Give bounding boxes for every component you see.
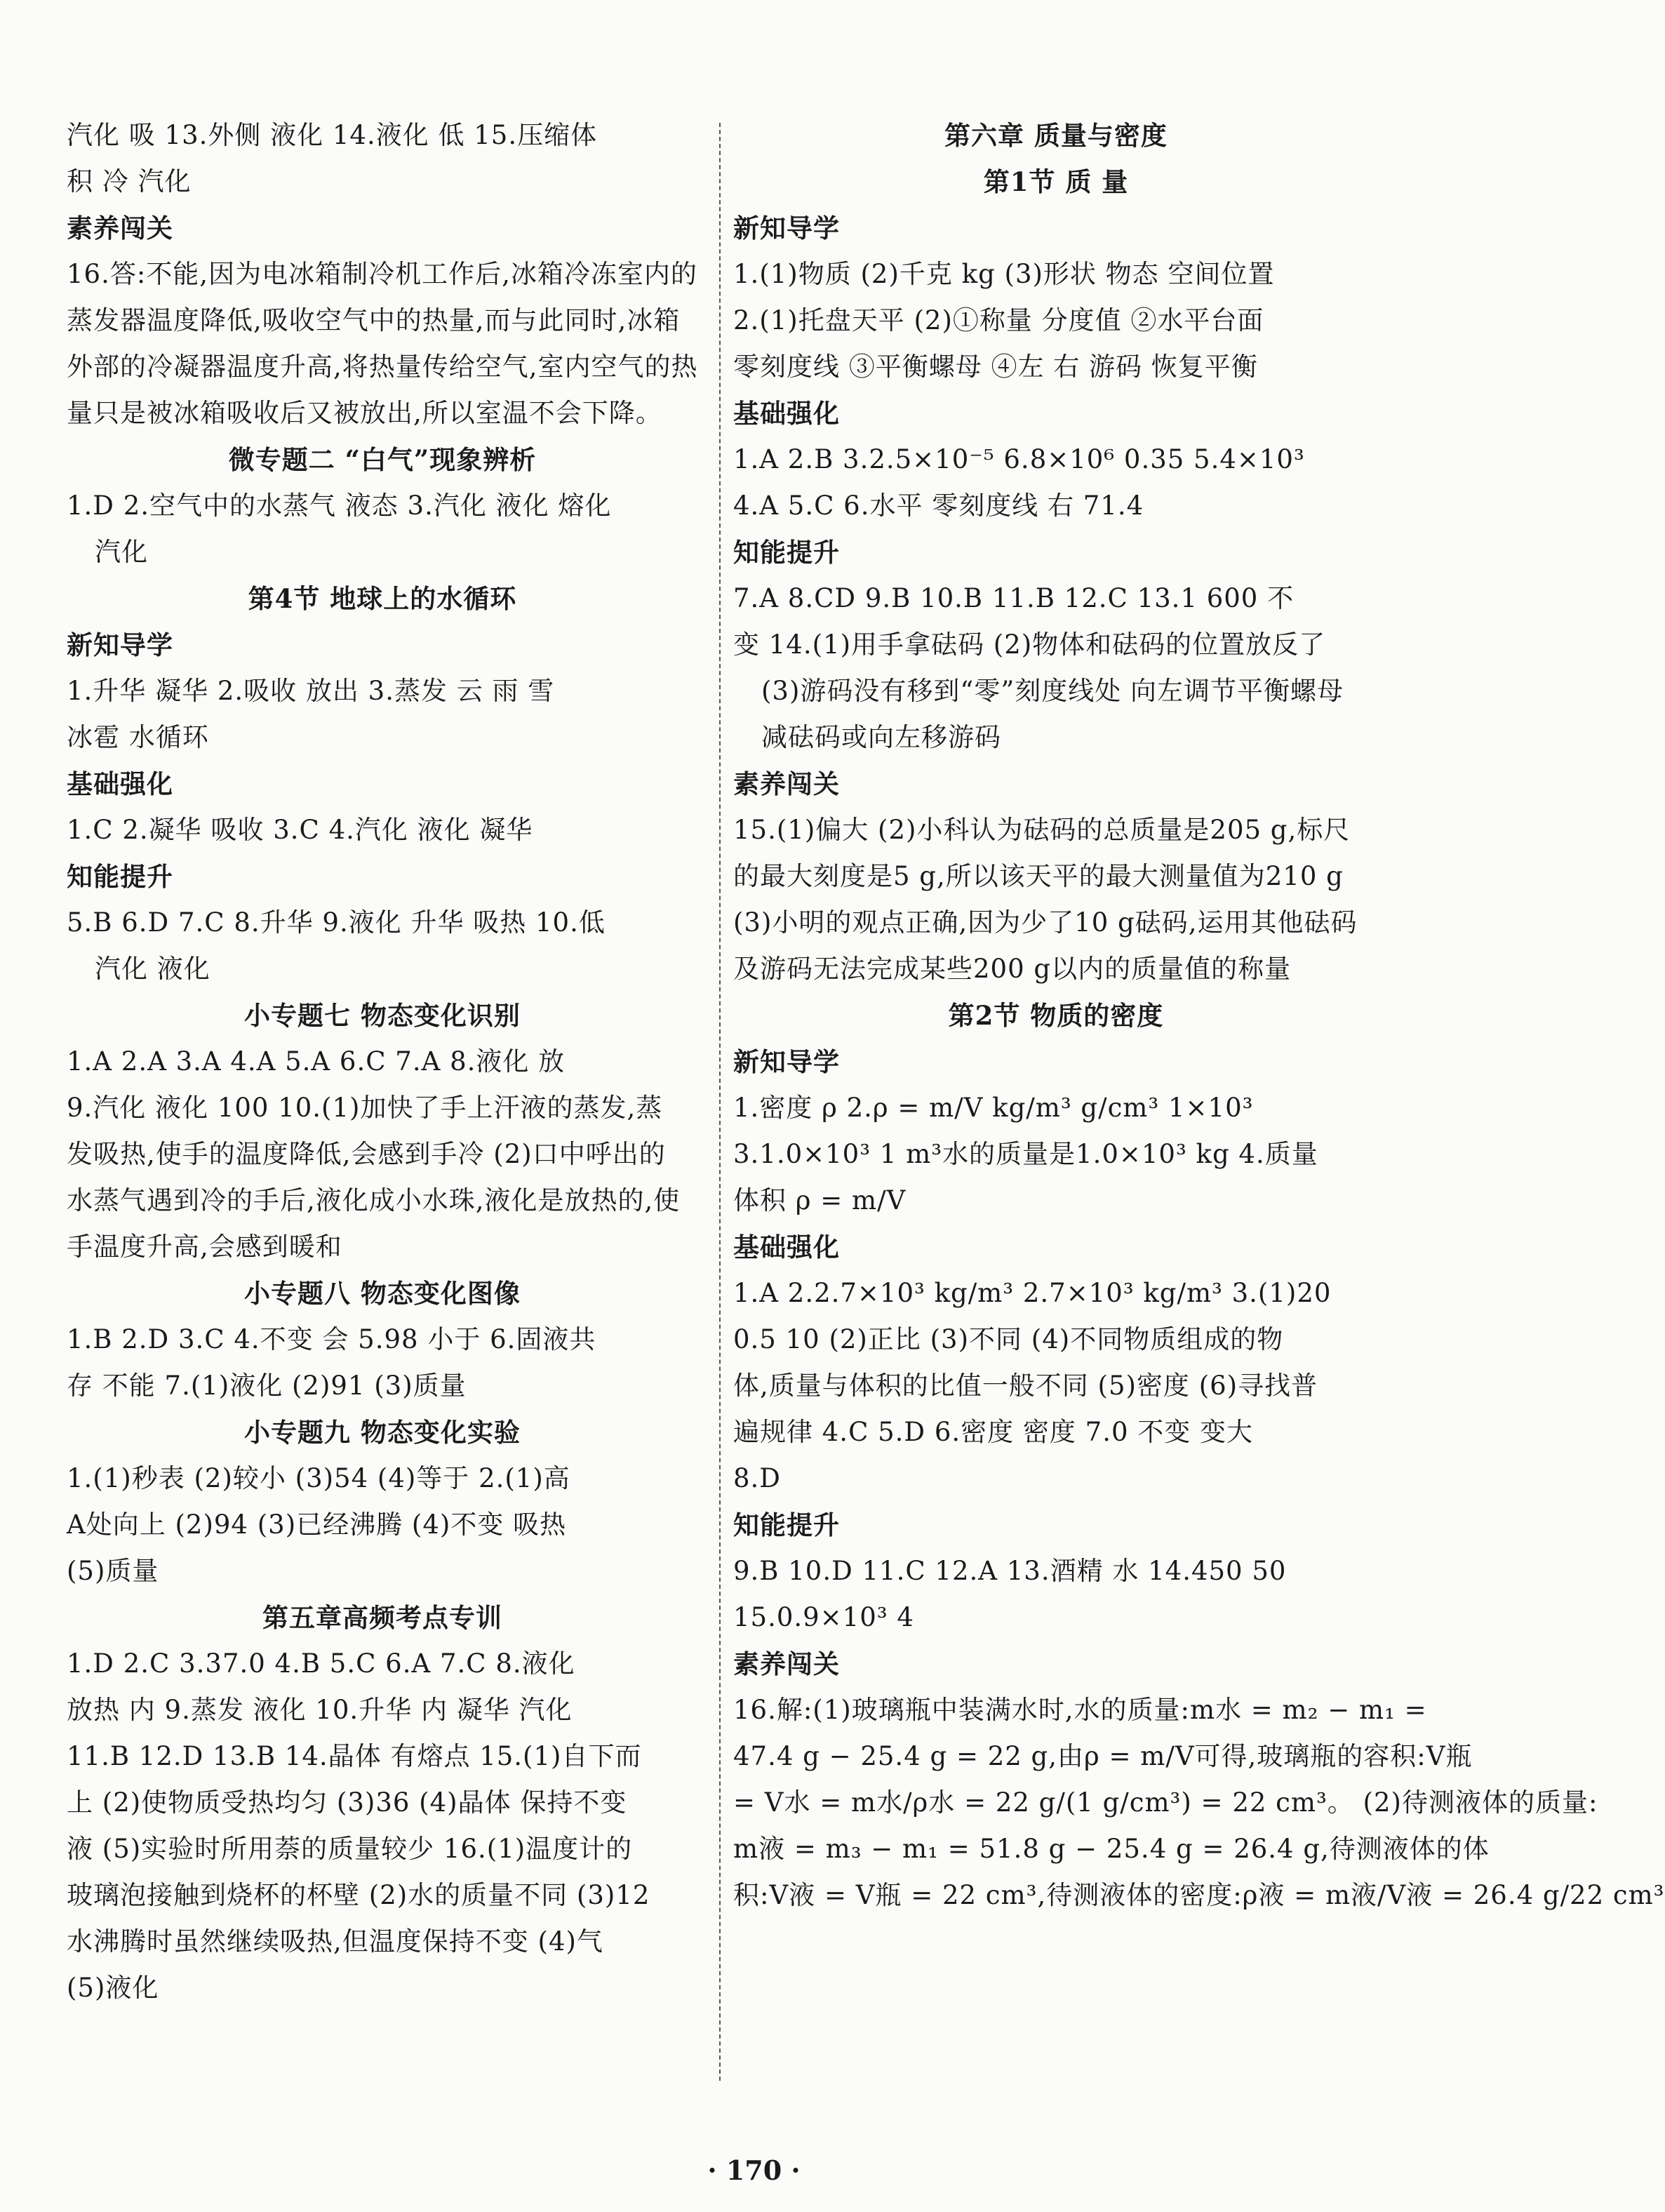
answer-line: 存 不能 7.(1)液化 (2)91 (3)质量 xyxy=(67,1371,467,1401)
answer-line: 16.答:不能,因为电冰箱制冷机工作后,冰箱冷冻室内的 xyxy=(67,259,697,289)
answer-line: 16.解:(1)玻璃瓶中装满水时,水的质量:m水 = m₂ − m₁ = xyxy=(733,1695,1427,1725)
subsection-label: 素养闯关 xyxy=(733,1648,840,1679)
answer-line: 1.A 2.2.7×10³ kg/m³ 2.7×10³ kg/m³ 3.(1)20 xyxy=(733,1278,1332,1308)
answer-line: 变 14.(1)用手拿砝码 (2)物体和砝码的位置放反了 xyxy=(733,629,1326,660)
answer-line: 水蒸气遇到冷的手后,液化成小水珠,液化是放热的,使 xyxy=(67,1185,681,1215)
section-heading: 微专题二 “白气”现象辨析 xyxy=(228,444,537,475)
answer-line: 遍规律 4.C 5.D 6.密度 密度 7.0 不变 变大 xyxy=(733,1417,1254,1447)
answer-line: 体积 ρ = m/V xyxy=(733,1185,907,1215)
answer-line: (3)游码没有移到“零”刻度线处 向左调节平衡螺母 xyxy=(761,676,1344,706)
section-heading: 小专题九 物态变化实验 xyxy=(244,1417,521,1448)
answer-line: 15.(1)偏大 (2)小科认为砝码的总质量是205 g,标尺 xyxy=(733,815,1351,845)
answer-line: 1.A 2.A 3.A 4.A 5.A 6.C 7.A 8.液化 放 xyxy=(67,1046,566,1077)
answer-line: = V水 = m水/ρ水 = 22 g/(1 g/cm³) = 22 cm³。 (2)待测液体的质量: xyxy=(733,1787,1598,1818)
answer-line: 1.A 2.B 3.2.5×10⁻⁵ 6.8×10⁶ 0.35 5.4×10³ xyxy=(733,444,1305,474)
section-heading: 小专题八 物态变化图像 xyxy=(244,1278,521,1309)
answer-line: 液 (5)实验时所用萘的质量较少 16.(1)温度计的 xyxy=(67,1834,633,1864)
answer-line: A处向上 (2)94 (3)已经沸腾 (4)不变 吸热 xyxy=(67,1510,567,1540)
answer-line: (5)液化 xyxy=(67,1973,159,2003)
answer-line: 15.0.9×10³ 4 xyxy=(733,1602,914,1632)
answer-line: 量只是被冰箱吸收后又被放出,所以室温不会下降。 xyxy=(67,398,662,428)
answer-line: 汽化 吸 13.外侧 液化 14.液化 低 15.压缩体 xyxy=(67,120,598,150)
answer-line: 及游码无法完成某些200 g以内的质量值的称量 xyxy=(733,954,1292,984)
answer-line: 零刻度线 ③平衡螺母 ④左 右 游码 恢复平衡 xyxy=(733,352,1258,382)
answer-line: 47.4 g − 25.4 g = 22 g,由ρ = m/V可得,玻璃瓶的容积:V瓶 xyxy=(733,1741,1473,1771)
answer-line: (5)质量 xyxy=(67,1556,159,1586)
answer-line: 积:V液 = V瓶 = 22 cm³,待测液体的密度:ρ液 = m液/V液 = 26.4 g/22 cm³ xyxy=(733,1880,1665,1910)
answer-line: 1.(1)物质 (2)千克 kg (3)形状 物态 空间位置 xyxy=(733,259,1275,289)
answer-line: 上 (2)使物质受热均匀 (3)36 (4)晶体 保持不变 xyxy=(67,1787,627,1818)
section-heading: 第五章高频考点专训 xyxy=(262,1602,502,1633)
answer-line: 8.D xyxy=(733,1463,781,1493)
answer-line: 11.B 12.D 13.B 14.晶体 有熔点 15.(1)自下而 xyxy=(67,1741,642,1771)
column-divider xyxy=(719,123,721,2081)
answer-line: 1.B 2.D 3.C 4.不变 会 5.98 小于 6.固液共 xyxy=(67,1324,596,1354)
subsection-label: 基础强化 xyxy=(733,398,840,429)
answer-line: 5.B 6.D 7.C 8.升华 9.液化 升华 吸热 10.低 xyxy=(67,907,606,938)
answer-line: 0.5 10 (2)正比 (3)不同 (4)不同物质组成的物 xyxy=(733,1324,1284,1354)
section-heading: 小专题七 物态变化识别 xyxy=(244,1000,521,1031)
section-heading: 第1节 质 量 xyxy=(983,166,1129,197)
answer-line: 手温度升高,会感到暖和 xyxy=(67,1232,342,1262)
subsection-label: 基础强化 xyxy=(733,1232,840,1262)
answer-line: 积 冷 汽化 xyxy=(67,166,192,196)
subsection-label: 知能提升 xyxy=(733,537,840,568)
answer-line: 7.A 8.CD 9.B 10.B 11.B 12.C 13.1 600 不 xyxy=(733,583,1295,613)
answer-line: 汽化 液化 xyxy=(95,954,210,984)
answer-line: 4.A 5.C 6.水平 零刻度线 右 71.4 xyxy=(733,491,1144,521)
answer-line: 的最大刻度是5 g,所以该天平的最大测量值为210 g xyxy=(733,861,1344,891)
section-heading: 第4节 地球上的水循环 xyxy=(248,583,517,614)
answer-line: 减砝码或向左移游码 xyxy=(761,722,1001,752)
answer-line: 1.C 2.凝华 吸收 3.C 4.汽化 液化 凝华 xyxy=(67,815,533,845)
answer-line: 9.B 10.D 11.C 12.A 13.酒精 水 14.450 50 xyxy=(733,1556,1287,1586)
subsection-label: 新知导学 xyxy=(733,1046,840,1077)
answer-line: 放热 内 9.蒸发 液化 10.升华 内 凝华 汽化 xyxy=(67,1695,573,1725)
subsection-label: 素养闯关 xyxy=(733,768,840,799)
answer-line: 体,质量与体积的比值一般不同 (5)密度 (6)寻找普 xyxy=(733,1371,1318,1401)
answer-line: 1.密度 ρ 2.ρ = m/V kg/m³ g/cm³ 1×10³ xyxy=(733,1093,1254,1123)
answer-line: 1.D 2.C 3.37.0 4.B 5.C 6.A 7.C 8.液化 xyxy=(67,1648,575,1679)
right-column xyxy=(733,112,1665,1919)
subsection-label: 知能提升 xyxy=(733,1510,840,1540)
section-heading: 第2节 物质的密度 xyxy=(948,1000,1164,1031)
subsection-label: 素养闯关 xyxy=(67,213,173,244)
answer-line: 冰雹 水循环 xyxy=(67,722,209,752)
answer-line: 1.(1)秒表 (2)较小 (3)54 (4)等于 2.(1)高 xyxy=(67,1463,570,1493)
answer-line: 发吸热,使手的温度降低,会感到手冷 (2)口中呼出的 xyxy=(67,1139,666,1169)
answer-line: 蒸发器温度降低,吸收空气中的热量,而与此同时,冰箱 xyxy=(67,305,681,335)
left-column xyxy=(67,112,698,2011)
subsection-label: 新知导学 xyxy=(67,629,173,660)
answer-line: m液 = m₃ − m₁ = 51.8 g − 25.4 g = 26.4 g,待测液体的体 xyxy=(733,1834,1490,1864)
subsection-label: 新知导学 xyxy=(733,213,840,244)
subsection-label: 知能提升 xyxy=(67,861,173,892)
answer-line: (3)小明的观点正确,因为少了10 g砝码,运用其他砝码 xyxy=(733,907,1358,938)
answer-line: 9.汽化 液化 100 10.(1)加快了手上汗液的蒸发,蒸 xyxy=(67,1093,663,1123)
section-heading: 第六章 质量与密度 xyxy=(944,120,1168,151)
answer-line: 外部的冷凝器温度升高,将热量传给空气,室内空气的热 xyxy=(67,352,698,382)
answer-line: 1.升华 凝华 2.吸收 放出 3.蒸发 云 雨 雪 xyxy=(67,676,555,706)
answer-line: 1.D 2.空气中的水蒸气 液态 3.汽化 液化 熔化 xyxy=(67,491,612,521)
answer-line: 汽化 xyxy=(95,537,148,567)
answer-line: 水沸腾时虽然继续吸热,但温度保持不变 (4)气 xyxy=(67,1926,603,1957)
subsection-label: 基础强化 xyxy=(67,768,173,799)
answer-line: 2.(1)托盘天平 (2)①称量 分度值 ②水平台面 xyxy=(733,305,1264,335)
answer-line: 3.1.0×10³ 1 m³水的质量是1.0×10³ kg 4.质量 xyxy=(733,1139,1318,1169)
answer-line: 玻璃泡接触到烧杯的杯壁 (2)水的质量不同 (3)12 xyxy=(67,1880,650,1910)
page-number: · 170 · xyxy=(707,2154,801,2186)
